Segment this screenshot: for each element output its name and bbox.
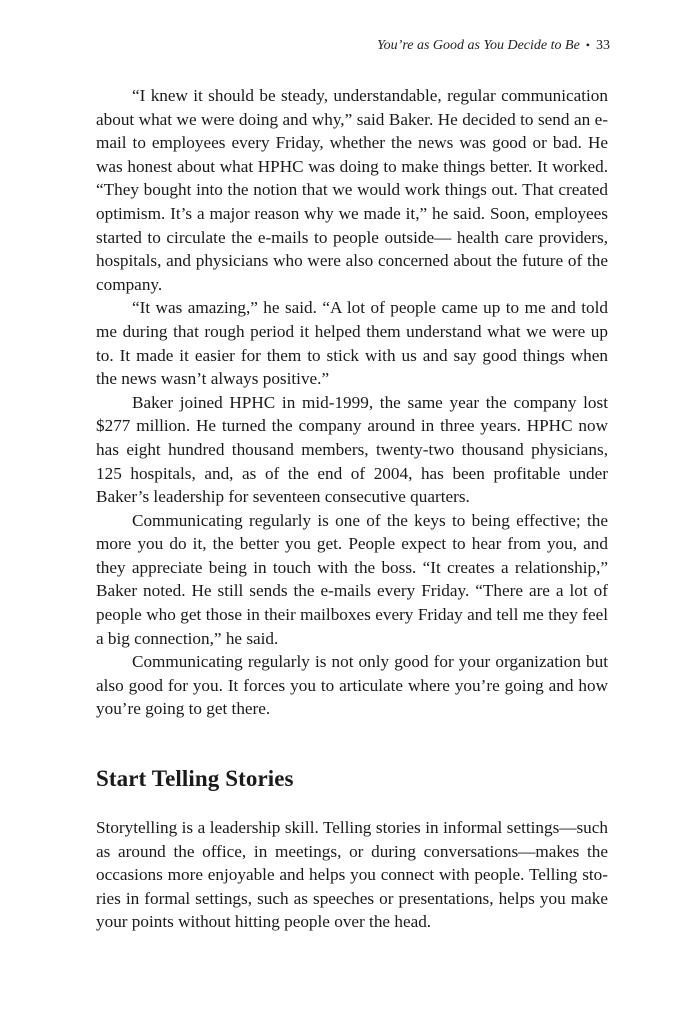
page-number: 33 xyxy=(596,38,610,53)
running-title: You’re as Good as You Decide to Be xyxy=(377,38,580,53)
paragraph: “It was amazing,” he said. “A lot of people came up to me and told me during that rough period it helped them understand what we were up to. It made it easier for them to stick with us and say good things when the news wasn’t always positive.” xyxy=(96,298,608,389)
running-header xyxy=(377,38,610,54)
section-paragraph: Storytelling is a leadership skill. Telling stories in informal settings—such as around the office, in meetings, or during conversations—makes the occasions more enjoyable and helps you connect with people. Telling stories in formal settings, such as speeches or presentations, helps you make your points without hitting people over the head. xyxy=(96,818,608,932)
header-separator: • xyxy=(585,38,590,52)
section-heading: Start Telling Stories xyxy=(96,766,294,791)
paragraph: Communicating regularly is one of the keys to being effective; the more you do it, the better you get. People expect to hear from you, and they appreciate being in touch with the boss. “It creates a relationship,” Baker noted. He still sends the e-mails every Friday. “There are a lot of people who get those in their mailboxes every Friday and tell me they feel a big connection,” he said. xyxy=(96,510,608,648)
paragraph: “I knew it should be steady, understandable, regular communication about what we were doing and why,” said Baker. He decided to send an e-mail to employees every Friday, whether the news was good or bad. He was honest about what HPHC was doing to make things better. It worked. “They bought into the notion that we would work things out. That created optimism. It’s a major reason why we made it,” he said. Soon, employees started to circulate the e-mails to people outside— health care providers, hospitals, and physicians who were also concerned about the future of the company. xyxy=(96,86,608,294)
paragraph: Baker joined HPHC in mid-1999, the same year the company lost $277 million. He turned the company around in three years. HPHC now has eight hundred thousand members, twenty-two thousand physicians, 125 hospitals, and, as of the end of 2004, has been profitable under Baker’s leadership for seventeen consecutive quarters. xyxy=(96,392,608,507)
paragraph: Communicating regularly is not only good for your organization but also good for you. It forces you to articulate where you’re going and how you’re going to get there. xyxy=(96,652,608,719)
body-text xyxy=(96,84,608,721)
